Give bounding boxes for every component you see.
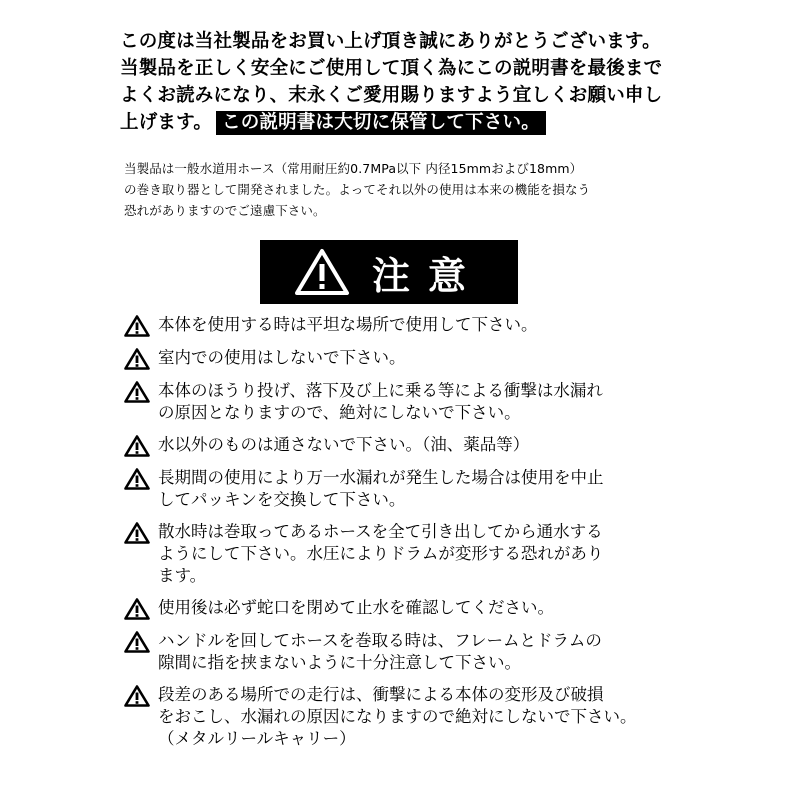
intro-line: よくお読みになり、末永くご愛用賜りますよう宜しくお願い申し bbox=[120, 85, 663, 106]
warning-icon bbox=[124, 468, 150, 490]
warning-icon bbox=[124, 315, 150, 337]
caution-item bbox=[124, 630, 684, 674]
caution-text bbox=[158, 380, 603, 424]
caution-text bbox=[158, 597, 554, 619]
caution-text bbox=[158, 467, 604, 511]
warning-icon bbox=[124, 381, 150, 403]
note-line: 恐れがありますのでご遠慮下さい。 bbox=[124, 203, 326, 218]
caution-item bbox=[124, 467, 684, 511]
caution-item bbox=[124, 684, 684, 750]
warning-triangle-icon bbox=[294, 248, 350, 296]
intro-paragraph bbox=[120, 28, 680, 136]
note-line: の巻き取り器として開発されました。よってそれ以外の使用は本来の機能を損なう bbox=[124, 182, 591, 197]
caution-line: 本体を使用する時は平坦な場所で使用して下さい。 bbox=[158, 315, 538, 334]
warning-icon bbox=[124, 435, 150, 457]
caution-text bbox=[158, 521, 603, 587]
warning-icon bbox=[124, 631, 150, 653]
caution-line: してパッキンを交換して下さい。 bbox=[158, 490, 406, 509]
caution-line: 室内での使用はしないで下さい。 bbox=[158, 348, 406, 367]
intro-line: この度は当社製品をお買い上げ頂き誠にありがとうございます。 bbox=[120, 31, 661, 52]
note-line: 当製品は一般水道用ホース（常用耐圧約0.7MPa以下 内径15mmおよび18mm） bbox=[124, 161, 583, 176]
intro-line: 当製品を正しく安全にご使用して頂く為にこの説明書を最後まで bbox=[120, 58, 663, 79]
caution-text bbox=[158, 630, 602, 674]
caution-item bbox=[124, 380, 684, 424]
caution-line: 水以外のものは通さないで下さい。（油、薬品等） bbox=[158, 435, 530, 454]
caution-line: をおこし、水漏れの原因になりますので絶対にしないで下さい。 bbox=[158, 707, 637, 726]
caution-text bbox=[158, 347, 406, 369]
intro-line-last bbox=[120, 109, 680, 136]
caution-item bbox=[124, 521, 684, 587]
caution-line: ます。 bbox=[158, 566, 207, 585]
caution-item bbox=[124, 434, 684, 457]
caution-text bbox=[158, 684, 637, 750]
warning-icon bbox=[124, 685, 150, 707]
keep-manual-highlight: この説明書は大切に保管して下さい。 bbox=[216, 111, 546, 135]
caution-item bbox=[124, 597, 684, 620]
caution-line: 隙間に指を挟まないように十分注意して下さい。 bbox=[158, 653, 521, 672]
caution-title: 注意 bbox=[371, 253, 484, 298]
warning-icon bbox=[124, 348, 150, 370]
caution-line: 散水時は巻取ってあるホースを全て引き出してから通水する bbox=[158, 522, 603, 541]
caution-item bbox=[124, 347, 684, 370]
warning-icon bbox=[124, 522, 150, 544]
caution-list bbox=[124, 314, 684, 760]
caution-line: ハンドルを回してホースを巻取る時は、フレームとドラムの bbox=[158, 631, 602, 650]
intro-line: 上げます。 bbox=[120, 112, 213, 133]
warning-icon bbox=[124, 598, 150, 620]
caution-text bbox=[158, 314, 538, 336]
caution-line: 使用後は必ず蛇口を閉めて止水を確認してください。 bbox=[158, 598, 554, 617]
caution-line: （メタルリールキャリー） bbox=[158, 729, 356, 748]
usage-note bbox=[124, 158, 684, 221]
caution-line: 長期間の使用により万一水漏れが発生した場合は使用を中止 bbox=[158, 468, 604, 487]
caution-text bbox=[158, 434, 529, 456]
caution-line: ようにして下さい。水圧によりドラムが変形する恐れがあり bbox=[158, 544, 604, 563]
caution-line: 段差のある場所での走行は、衝撃による本体の変形及び破損 bbox=[158, 685, 604, 704]
caution-banner bbox=[260, 240, 518, 304]
caution-item bbox=[124, 314, 684, 337]
caution-line: の原因となりますので、絶対にしないで下さい。 bbox=[158, 403, 521, 422]
caution-line: 本体のほうり投げ、落下及び上に乗る等による衝撃は水漏れ bbox=[158, 381, 603, 400]
